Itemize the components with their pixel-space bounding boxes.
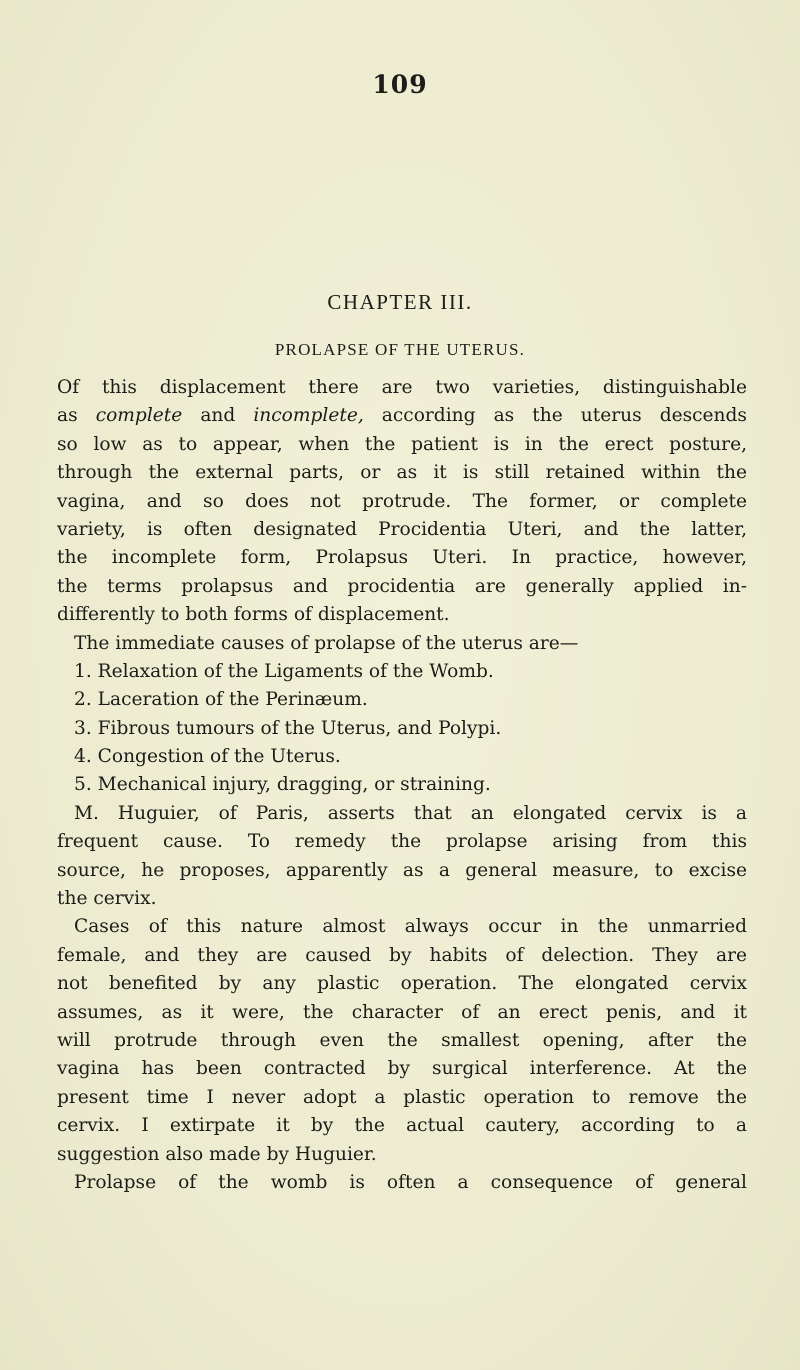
list-item: 4. Congestion of the Uterus. xyxy=(74,746,341,768)
section-title: PROLAPSE OF THE UTERUS. xyxy=(274,340,526,359)
italic-term: complete xyxy=(95,405,183,427)
text-fragment: according as the uterus descends xyxy=(363,405,747,427)
body-text xyxy=(57,374,747,1197)
text-line: Cases of this nature almost always occur in the unmarried xyxy=(74,916,747,938)
page-number: 109 xyxy=(372,70,428,99)
text-line: so low as to appear, when the patient is in the erect posture, xyxy=(57,433,747,455)
italic-term: incomplete, xyxy=(253,405,364,427)
text-line: Prolapse of the womb is often a consequence of general xyxy=(74,1171,747,1193)
text-line: will protrude through even the smallest opening, after the xyxy=(57,1029,747,1051)
text-fragment: and xyxy=(182,405,254,427)
list-item: 2. Laceration of the Perinæum. xyxy=(74,689,368,711)
text-line: variety, is often designated Procidentia Uteri, and the latter, xyxy=(57,518,747,540)
text-line: assumes, as it were, the character of an erect penis, and it xyxy=(57,1001,747,1023)
text-line: vagina has been contracted by surgical interference. At the xyxy=(57,1058,747,1080)
text-line: source, he proposes, apparently as a general measure, to excise xyxy=(57,859,747,881)
list-item: 5. Mechanical injury, dragging, or straining. xyxy=(74,774,491,796)
text-line: the cervix. xyxy=(57,888,157,910)
chapter-title: CHAPTER III. xyxy=(327,290,473,314)
text-line: not benefited by any plastic operation. The elongated cervix xyxy=(57,973,747,995)
text-line: frequent cause. To remedy the prolapse arising from this xyxy=(57,831,747,853)
text-line: female, and they are caused by habits of delection. They are xyxy=(57,944,747,966)
text-line: M. Huguier, of Paris, asserts that an elongated cervix is a xyxy=(74,802,747,824)
text-line: cervix. I extirpate it by the actual cautery, according to a xyxy=(57,1115,747,1137)
text-line: suggestion also made by Huguier. xyxy=(57,1143,377,1165)
list-item: 1. Relaxation of the Ligaments of the Womb. xyxy=(74,660,494,682)
text-line: differently to both forms of displacement. xyxy=(57,604,450,626)
list-item: 3. Fibrous tumours of the Uterus, and Polypi. xyxy=(74,717,502,739)
text-line: the incomplete form, Prolapsus Uteri. In practice, however, xyxy=(57,547,747,569)
text-line: The immediate causes of prolapse of the uterus are— xyxy=(74,632,579,654)
text-line: present time I never adopt a plastic operation to remove the xyxy=(57,1086,747,1108)
text-line: Of this displacement there are two varieties, distinguishable xyxy=(57,377,747,398)
text-line xyxy=(57,402,747,430)
text-line: vagina, and so does not protrude. The former, or complete xyxy=(57,490,747,512)
text-line: the terms prolapsus and procidentia are generally applied in- xyxy=(57,575,747,597)
text-line: through the external parts, or as it is still retained within the xyxy=(57,462,747,484)
text-fragment: as xyxy=(57,405,96,427)
